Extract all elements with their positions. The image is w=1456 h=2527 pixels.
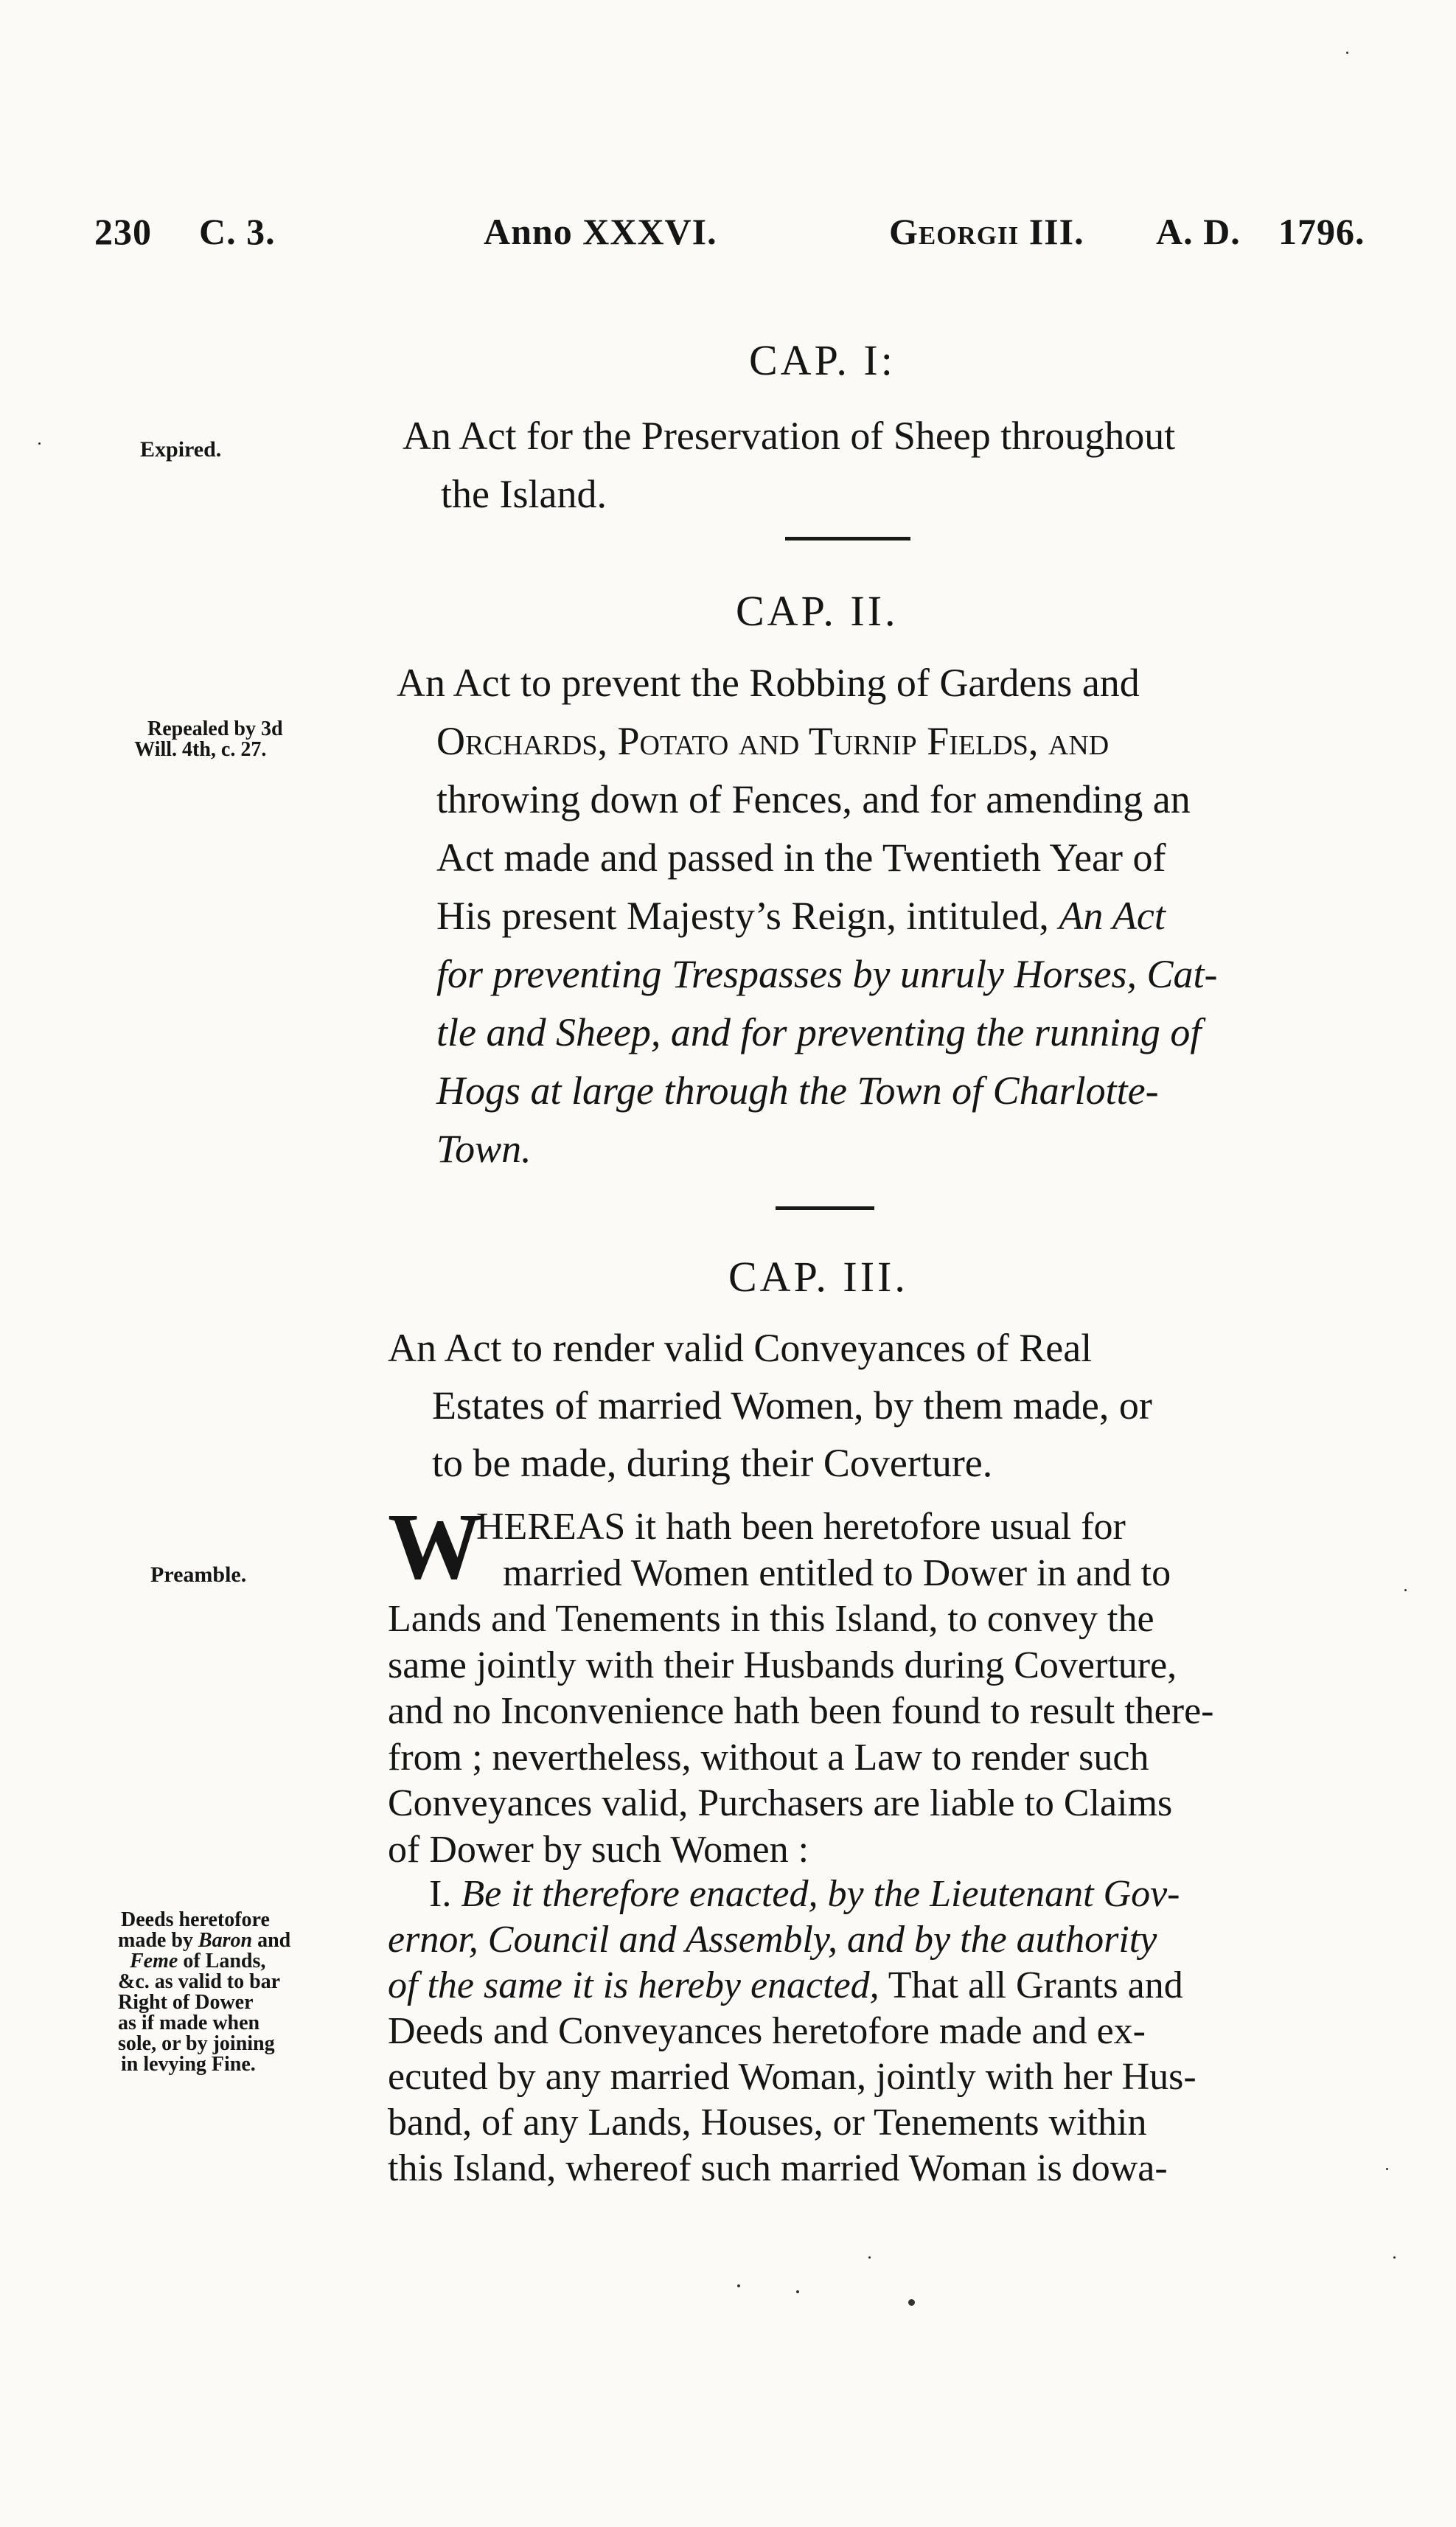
cap3-title-line: An Act to render valid Conveyances of Real	[388, 1326, 1093, 1370]
cap1-title-line: An Act for the Preservation of Sheep throughout	[403, 414, 1176, 458]
cap2-title-line: An Act to prevent the Robbing of Gardens and	[397, 661, 1140, 705]
cap2-title-line: Hogs at large through the Town of Charlotte-	[436, 1068, 1159, 1113]
margin-note-line	[118, 1951, 290, 1972]
cap3-title	[388, 1319, 1317, 1492]
section-divider	[785, 537, 910, 540]
cap2-title-line: Orchards, Potato and Turnip Fields, and	[436, 719, 1110, 763]
preamble-line: Conveyances valid, Purchasers are liable to Claims	[388, 1782, 1173, 1824]
section-line: this Island, whereof such married Woman is dowa-	[388, 2147, 1168, 2189]
regnal-year: Anno XXXVI.	[484, 211, 717, 252]
section-line: Deeds and Conveyances heretofore made and ex-	[388, 2010, 1146, 2052]
anno-domini: A. D.	[1156, 211, 1241, 252]
margin-note-line: Repealed by 3d	[147, 717, 283, 740]
cap2-heading: CAP. II.	[736, 587, 899, 635]
preamble-line: of Dower by such Women :	[388, 1828, 809, 1871]
margin-note-line: as if made when	[118, 2012, 260, 2034]
section-line	[388, 1871, 1299, 1917]
section-line: ernor, Council and Assembly, and by the authority	[388, 1919, 1157, 1961]
speck	[1386, 2168, 1388, 2170]
cap1-heading: CAP. I:	[749, 336, 896, 384]
enacting-clause: Be it therefore enacted, by the Lieutenant Gov-	[461, 1873, 1180, 1915]
preamble-margin-note: Preamble.	[150, 1563, 247, 1587]
margin-note-text: and	[257, 1929, 291, 1952]
margin-note-line: in levying Fine.	[121, 2053, 256, 2076]
speck	[796, 2290, 799, 2293]
margin-note-line: Deeds heretofore	[121, 1908, 270, 1931]
preamble-line: HEREAS it hath been heretofore usual for	[476, 1506, 1126, 1548]
section-margin-note	[118, 1910, 290, 2075]
speck	[1346, 52, 1348, 54]
cap2-title	[397, 654, 1318, 1178]
margin-note-line: &c. as valid to bar	[118, 1970, 281, 1993]
speck	[908, 2299, 915, 2306]
cap2-title-line: for preventing Trespasses by unruly Horses, Cat-	[436, 952, 1218, 996]
margin-note-italic: Baron	[198, 1929, 253, 1952]
preamble-text	[388, 1494, 1299, 1873]
cap3-title-line: to be made, during their Coverture.	[432, 1441, 993, 1485]
monarch: Georgii III.	[889, 211, 1084, 252]
chapter-ref: C. 3.	[199, 211, 276, 252]
section-divider	[776, 1206, 874, 1210]
margin-note-line: sole, or by joining	[118, 2032, 275, 2055]
cap3-title-line: Estates of married Women, by them made, or	[432, 1383, 1152, 1428]
margin-note-line	[118, 1930, 290, 1951]
preamble-line: and no Inconvenience hath been found to result there-	[388, 1690, 1214, 1732]
speck	[868, 2256, 871, 2259]
enacting-clause: of the same it is hereby enacted,	[388, 1964, 879, 2006]
speck	[1404, 1589, 1407, 1591]
cap2-title-line: tle and Sheep, and for preventing the running of	[436, 1010, 1202, 1054]
margin-note-line: Right of Dower	[118, 1991, 254, 2014]
preamble-line: married Women entitled to Dower in and to	[503, 1551, 1171, 1594]
speck	[38, 442, 41, 445]
margin-note-line: Will. 4th, c. 27.	[134, 738, 267, 761]
cap1-title-line: the Island.	[441, 472, 607, 516]
cap3-heading: CAP. III.	[728, 1253, 908, 1301]
title-text-italic: An Act	[1059, 894, 1166, 938]
section-line: band, of any Lands, Houses, or Tenements within	[388, 2102, 1147, 2144]
cap2-margin-note	[118, 719, 283, 760]
speck	[737, 2284, 740, 2287]
margin-note-text: made by	[118, 1929, 193, 1952]
preamble-line: Lands and Tenements in this Island, to convey the	[388, 1598, 1154, 1640]
cap1-margin-note: Expired.	[140, 437, 222, 462]
section-line: ecuted by any married Woman, jointly with her Hus-	[388, 2056, 1197, 2098]
section-text: That all Grants and	[888, 1964, 1183, 2006]
cap1-title	[403, 407, 1317, 524]
section-line	[388, 1963, 1299, 2009]
cap2-title-line: Act made and passed in the Twentieth Year of	[436, 835, 1166, 880]
year: 1796.	[1278, 211, 1365, 252]
title-text: His present Majesty’s Reign, intituled,	[436, 894, 1049, 938]
preamble-line: same jointly with their Husbands during Coverture,	[388, 1644, 1177, 1686]
drop-cap: W	[388, 1494, 482, 1599]
cap2-title-line: throwing down of Fences, and for amending an	[436, 777, 1191, 821]
cap2-title-line: Town.	[436, 1127, 532, 1171]
section-number: I.	[429, 1873, 452, 1915]
margin-note-text: of Lands,	[183, 1950, 266, 1972]
margin-note-italic: Feme	[130, 1950, 178, 1972]
section-1-text	[388, 1871, 1299, 2191]
page-number: 230	[94, 211, 152, 252]
cap2-title-line	[397, 887, 1318, 945]
speck	[1393, 2256, 1396, 2259]
preamble-line: from ; nevertheless, without a Law to render such	[388, 1736, 1149, 1779]
